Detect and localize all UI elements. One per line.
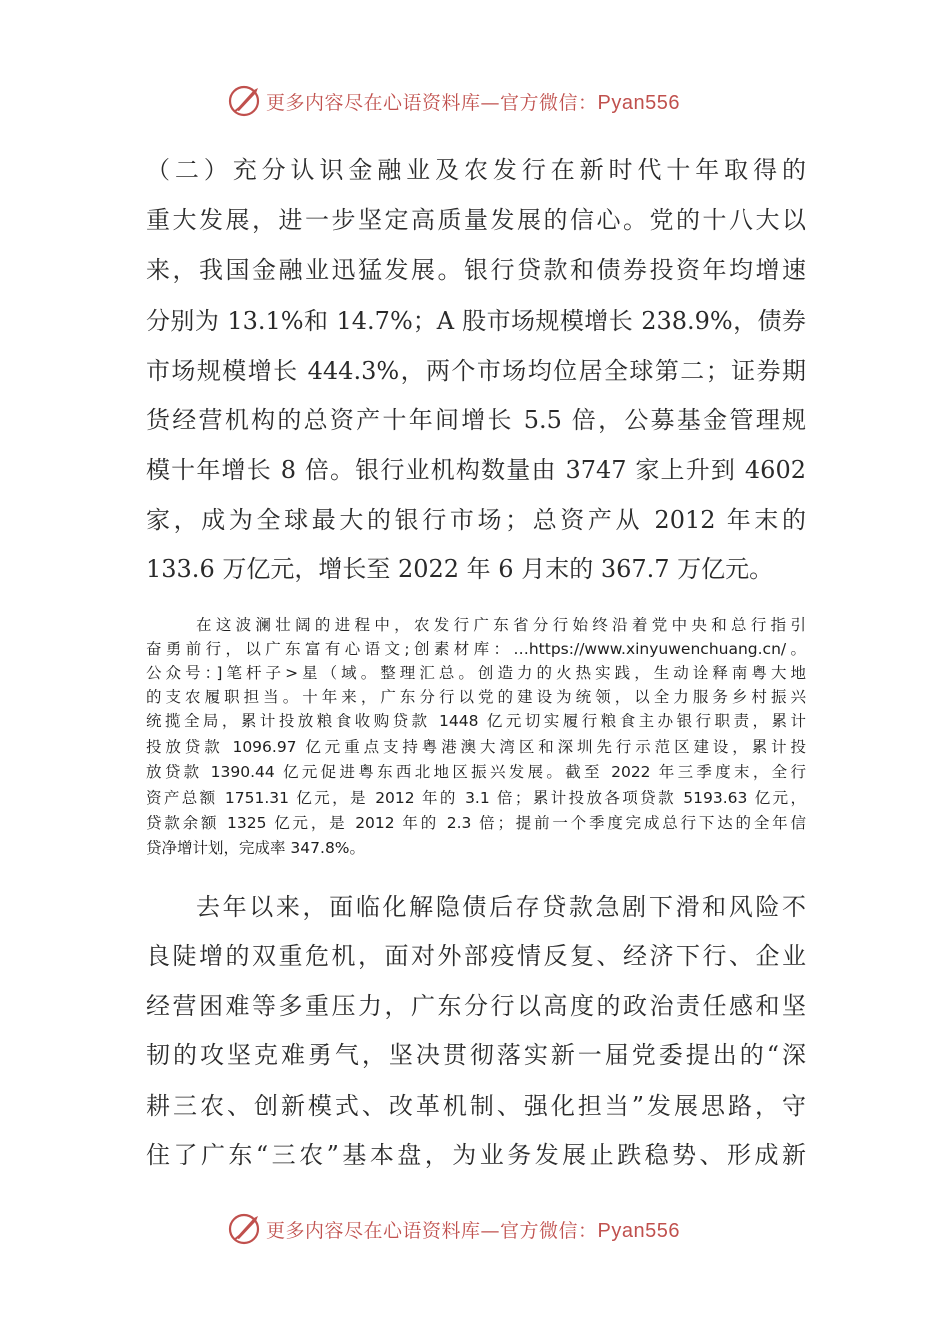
banner-text: 更多内容尽在心语资料库—官方微信：Pyan556 [266, 1220, 680, 1242]
text-line: 货经营机构的总资产十年间增长 5.5 倍，公募基金管理规 [146, 406, 806, 434]
small-text-line: 投放贷款 1096.97 亿元重点支持粤港澳大湾区和深圳先行示范区建设，累计投 [146, 738, 806, 756]
text-line: 133.6 万亿元，增长至 2022 年 6 月末的 367.7 万亿元。 [146, 555, 774, 583]
text-line: 经营困难等多重压力，广东分行以高度的政治责任感和坚 [146, 992, 806, 1020]
small-text-line: 的支农履职担当。十年来，广东分行以党的建设为统领，以全力服务乡村振兴 [146, 688, 806, 706]
small-text-line: 在这波澜壮阔的进程中，农发行广东省分行始终沿着党中央和总行指引 [196, 616, 806, 634]
text-line: 重大发展，进一步坚定高质量发展的信心。党的十八大以 [146, 206, 806, 234]
text-line: 模十年增长 8 倍。银行业机构数量由 3747 家上升到 4602 [146, 456, 806, 484]
text-line: 市场规模增长 444.3%，两个市场均位居全球第二；证券期 [146, 357, 806, 385]
quill-logo-icon [228, 1210, 264, 1246]
text-line: 分别为 13.1%和 14.7%；A 股市场规模增长 238.9%，债券 [146, 307, 806, 335]
text-line: 家，成为全球最大的银行市场；总资产从 2012 年末的 [146, 506, 806, 534]
header-banner [0, 80, 950, 124]
footer-banner [0, 1208, 950, 1252]
text-line: 来，我国金融业迅猛发展。银行贷款和债券投资年均增速 [146, 256, 806, 284]
text-line: 去年以来，面临化解隐债后存贷款急剧下滑和风险不 [196, 893, 806, 921]
text-line: 韧的攻坚克难勇气，坚决贯彻落实新一届党委提出的“深 [146, 1041, 806, 1069]
text-line: （二）充分认识金融业及农发行在新时代十年取得的 [146, 156, 806, 184]
quill-logo-icon [228, 82, 264, 118]
small-text-line: 资产总额 1751.31 亿元，是 2012 年的 3.1 倍；累计投放各项贷款 5193.63 亿元， [146, 789, 806, 807]
small-text-line: 放贷款 1390.44 亿元促进粤东西北地区振兴发展。截至 2022 年三季度末，全行 [146, 763, 806, 781]
small-text-line: 贷款余额 1325 亿元，是 2012 年的 2.3 倍；提前一个季度完成总行下达的全年信 [146, 814, 806, 832]
text-line: 住了广东“三农”基本盘，为业务发展止跌稳势、形成新 [146, 1141, 806, 1169]
text-line: 良陡增的双重危机，面对外部疫情反复、经济下行、企业 [146, 942, 806, 970]
small-text-line: 贷净增计划，完成率 347.8%。 [146, 839, 366, 857]
small-text-line: 统揽全局，累计投放粮食收购贷款 1448 亿元切实履行粮食主办银行职责，累计 [146, 712, 806, 730]
small-text-line: 奋勇前行，以广东富有心语文;创素材库：…https://www.xinyuwenchuang.cn/。 [146, 640, 806, 658]
text-line: 耕三农、创新模式、改革机制、强化担当”发展思路，守 [146, 1092, 806, 1120]
banner-text: 更多内容尽在心语资料库—官方微信：Pyan556 [266, 92, 680, 114]
small-text-line: 公众号：]笔杆子>星（域。整理汇总。创造力的火热实践，生动诠释南粤大地 [146, 664, 806, 682]
